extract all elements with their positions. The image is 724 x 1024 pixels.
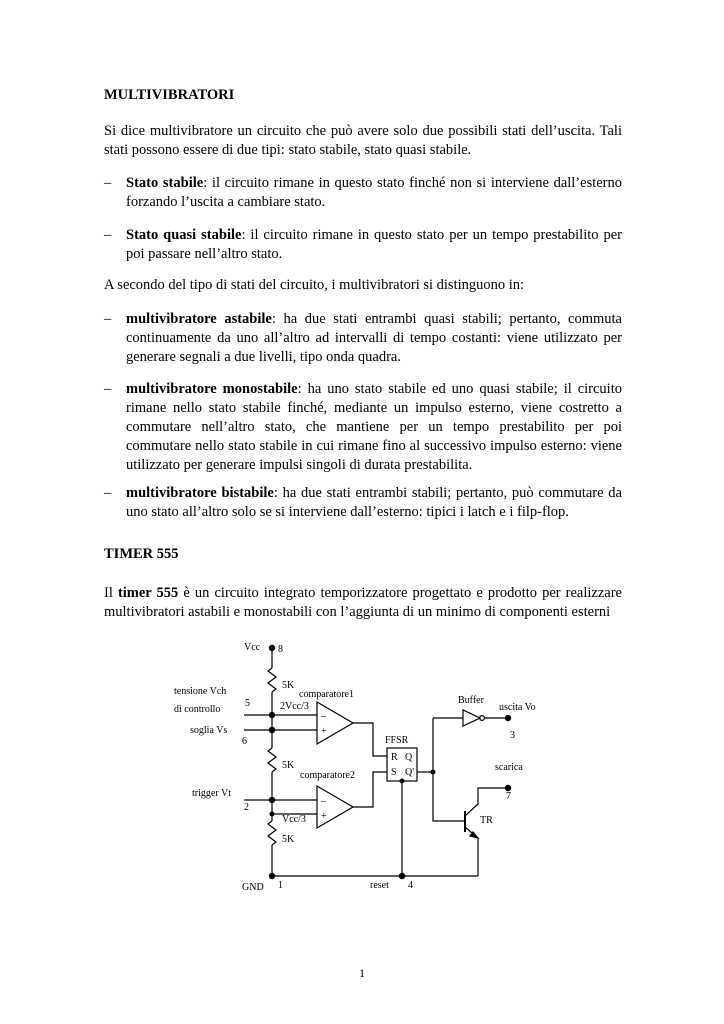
list-item-stato-stabile xyxy=(104,174,622,212)
list-dash: – xyxy=(104,227,112,243)
definition: : ha due stati entrambi quasi stabili; pertanto, commuta continuamente da uno all’altro ad intervalli di tempo costanti: viene utilizzato per generare segnali a due livelli, tipo onda quadra. xyxy=(126,311,622,365)
label-scarica: scarica xyxy=(495,762,523,773)
list-item-bistabile xyxy=(104,484,622,522)
buffer xyxy=(463,710,480,726)
list-item-stato-quasi-stabile xyxy=(104,226,622,264)
term: Stato stabile xyxy=(126,175,204,191)
label-ff-q: Q xyxy=(405,752,413,763)
label-tr: TR xyxy=(480,815,493,826)
list-dash: – xyxy=(104,485,112,501)
list-item-astabile xyxy=(104,310,622,367)
title-timer-555: TIMER 555 xyxy=(104,546,179,562)
label-uscita: uscita Vo xyxy=(499,702,536,713)
timer-text-post: è un circuito integrato temporizzatore progettato e prodotto per realizzare multivibratori astabili e monostabili con l’aggiunta di un minimo di componenti esterni xyxy=(104,585,622,620)
label-ref2: Vcc/3 xyxy=(282,814,306,825)
label-ff-r: R xyxy=(391,752,398,763)
label-pin8: 8 xyxy=(278,644,283,655)
label-r3: 5K xyxy=(282,834,295,845)
term: multivibratore bistabile xyxy=(126,485,274,501)
definition: : il circuito rimane in questo stato finché non si interviene dall’esterno forzando l’uscita a cambiare stato. xyxy=(126,175,623,210)
page-number: 1 xyxy=(359,966,365,980)
label-comp1: comparatore1 xyxy=(299,689,354,700)
list-dash: – xyxy=(104,175,112,191)
label-pin6: 6 xyxy=(242,736,247,747)
label-reset: reset xyxy=(370,880,389,891)
term: multivibratore monostabile xyxy=(126,381,298,397)
term: multivibratore astabile xyxy=(126,311,272,327)
intro-paragraph: Si dice multivibratore un circuito che può avere solo due possibili stati dell’uscita. Tali stati possono essere di due tipi: stato stabile, stato quasi stabile. xyxy=(104,123,622,158)
label-plus-2: + xyxy=(321,811,327,822)
definition: : ha due stati entrambi stabili; pertanto, può commutare da uno stato all’altro solo se si interviene dall’esterno: tipici i latch e i filp-flop. xyxy=(126,485,622,520)
label-pin4: 4 xyxy=(408,880,413,891)
label-ffsr: FFSR xyxy=(385,735,409,746)
label-buffer: Buffer xyxy=(458,695,484,706)
comparator-1 xyxy=(317,702,353,744)
label-pin3: 3 xyxy=(510,730,515,741)
label-soglia: soglia Vs xyxy=(190,725,228,736)
list-dash: – xyxy=(104,381,112,397)
resistor-2 xyxy=(268,748,276,772)
label-gnd: GND xyxy=(242,882,264,893)
types-intro: A secondo del tipo di stati del circuito, i multivibratori si distinguono in: xyxy=(104,277,525,293)
label-vcc: Vcc xyxy=(244,642,261,653)
list-item-monostabile xyxy=(104,380,622,475)
label-pin7: 7 xyxy=(506,791,511,802)
label-plus-1: + xyxy=(321,726,327,737)
title-multivibratori: MULTIVIBRATORI xyxy=(104,87,235,103)
label-comp2: comparatore2 xyxy=(300,770,355,781)
resistor-1 xyxy=(268,668,276,692)
label-r2: 5K xyxy=(282,760,295,771)
timer-text-pre: Il xyxy=(104,585,118,601)
list-dash: – xyxy=(104,311,112,327)
label-tensione-2: di controllo xyxy=(174,704,221,715)
label-pin5: 5 xyxy=(245,698,250,709)
label-ff-qn: Q' xyxy=(405,767,415,778)
label-ref1: 2Vcc/3 xyxy=(280,701,309,712)
timer-term: timer 555 xyxy=(117,585,179,601)
label-minus-2: – xyxy=(321,796,326,807)
label-pin1: 1 xyxy=(278,880,283,891)
resistor-3 xyxy=(268,821,276,845)
definition: : ha uno stato stabile ed uno quasi stabile; il circuito rimane nello stato stabile finché, mediante un impulso esterno, viene costretto a commutare nell’altro stato, che mantiene per un tempo prestabilito per poi commutare nello stato stabile in cui rimane fino al successivo impulso esterno: viene utilizzato per generare impulsi singoli di durata prestabilita. xyxy=(126,381,622,473)
label-tensione-1: tensione Vch xyxy=(174,686,227,697)
label-ff-s: S xyxy=(391,767,397,778)
label-trigger: trigger Vt xyxy=(192,788,231,799)
timer-paragraph xyxy=(104,584,622,622)
label-minus-1: – xyxy=(321,711,326,722)
label-pin2: 2 xyxy=(244,802,249,813)
label-r1: 5K xyxy=(282,680,295,691)
term: Stato quasi stabile xyxy=(126,227,242,243)
timer-555-diagram xyxy=(160,636,560,898)
definition: : il circuito rimane in questo stato per un tempo prestabilito per poi passare nell’altro stato. xyxy=(126,227,622,262)
